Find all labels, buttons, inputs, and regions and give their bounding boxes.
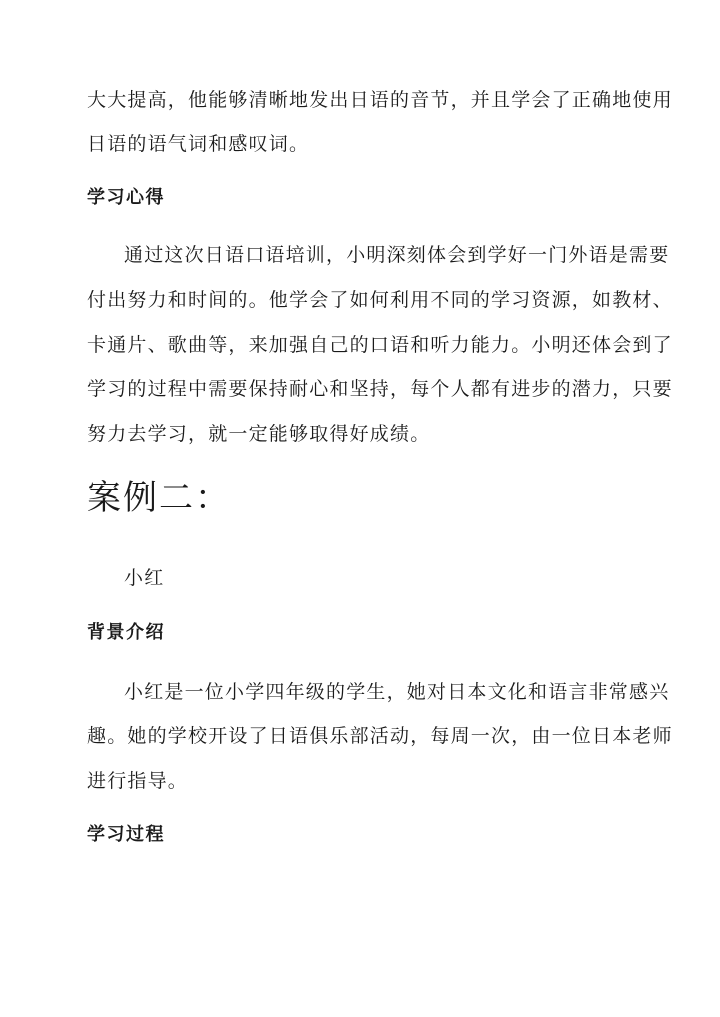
paragraph-line: 学习的过程中需要保持耐心和坚持，每个人都有进步的潜力，只要 [87,378,673,400]
section-heading-learning-reflection: 学习心得 [87,187,165,208]
paragraph-line: 卡通片、歌曲等，来加强自己的口语和听力能力。小明还体会到了 [87,334,673,356]
paragraph-line: 趣。她的学校开设了日语俱乐部活动，每周一次，由一位日本老师 [87,725,673,747]
paragraph-line: 付出努力和时间的。他学会了如何利用不同的学习资源，如教材、 [87,289,673,311]
section-heading-background: 背景介绍 [87,622,165,643]
case-subject-name: 小红 [124,567,165,589]
paragraph-line: 努力去学习，就一定能够取得好成绩。 [87,423,431,445]
paragraph-line: 小红是一位小学四年级的学生，她对日本文化和语言非常感兴 [124,681,670,703]
case-title: 案例二： [87,478,231,518]
section-heading-learning-process: 学习过程 [87,824,165,845]
paragraph-line: 大大提高，他能够清晰地发出日语的音节，并且学会了正确地使用 [87,89,673,111]
paragraph-line: 进行指导。 [87,770,189,792]
paragraph-line: 通过这次日语口语培训，小明深刻体会到学好一门外语是需要 [124,244,670,266]
paragraph-line: 日语的语气词和感叹词。 [87,133,310,155]
